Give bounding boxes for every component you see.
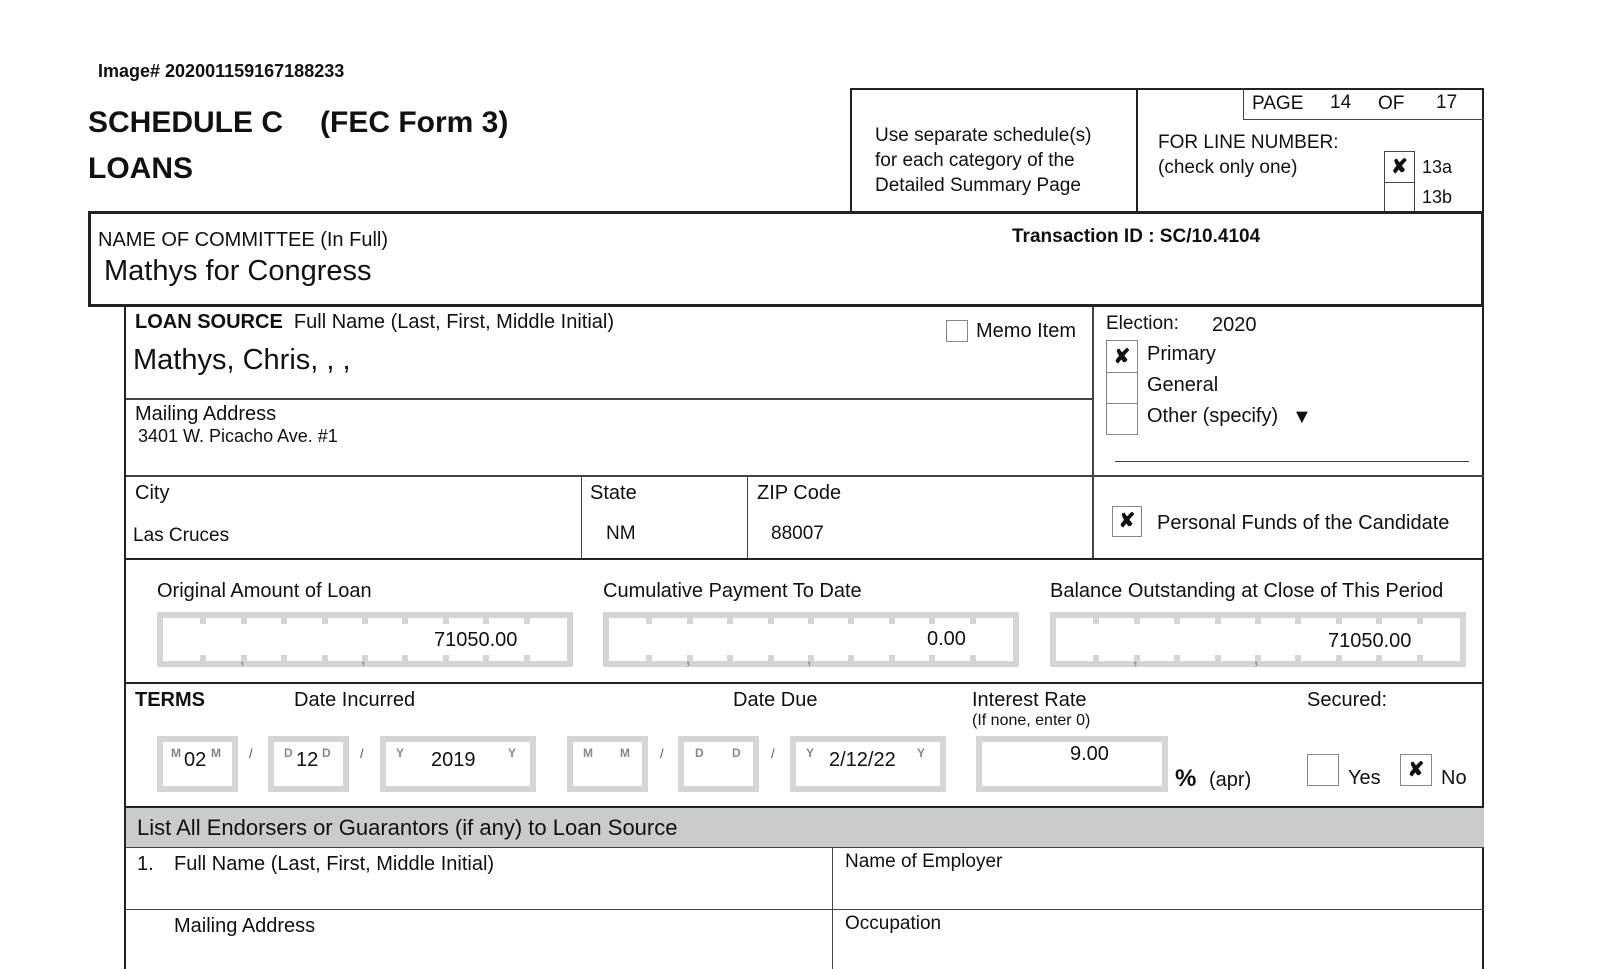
- other-specify-line[interactable]: [1115, 461, 1469, 462]
- divider: [126, 398, 1093, 400]
- state-label: State: [590, 482, 637, 504]
- digit-tick: [1417, 655, 1423, 661]
- other-checkbox[interactable]: [1106, 403, 1138, 435]
- form-subtitle: LOANS: [88, 152, 193, 185]
- day-hint: D: [695, 746, 704, 760]
- secured-yes-label: Yes: [1348, 767, 1381, 789]
- loan-source-sublabel: Full Name (Last, First, Middle Initial): [293, 311, 614, 333]
- digit-tick: [808, 618, 814, 624]
- digit-tick: [1215, 618, 1221, 624]
- comma-separator: ,: [361, 651, 366, 668]
- digit-tick: [1134, 618, 1140, 624]
- check-mark-icon: ✘: [1113, 346, 1131, 368]
- digit-tick: [200, 618, 206, 624]
- digit-tick: [1295, 655, 1301, 661]
- interest-rate-value: 9.00: [1070, 743, 1109, 765]
- digit-tick: [200, 655, 206, 661]
- apr-label: (apr): [1209, 769, 1252, 791]
- form-title: (FEC Form 3): [320, 106, 509, 139]
- digit-tick: [1215, 655, 1221, 661]
- year-hint: Y: [396, 746, 405, 760]
- personal-funds-checkbox[interactable]: [1112, 506, 1142, 537]
- digit-tick: [646, 618, 652, 624]
- month-hint: M: [583, 746, 593, 760]
- endorser-full-name-label: Full Name (Last, First, Middle Initial): [174, 853, 495, 875]
- digit-tick: [768, 655, 774, 661]
- digit-tick: [362, 618, 368, 624]
- page-label: PAGE: [1252, 93, 1304, 114]
- digit-tick: [646, 655, 652, 661]
- digit-tick: [848, 618, 854, 624]
- comma-separator: ,: [807, 651, 812, 668]
- other-label: Other (specify): [1147, 405, 1279, 427]
- date-incurred-year: 2019: [431, 749, 476, 771]
- comma-separator: ,: [240, 651, 245, 668]
- date-separator: /: [249, 746, 253, 761]
- election-year: 2020: [1212, 314, 1257, 336]
- month-hint: M: [620, 746, 630, 760]
- digit-tick: [1295, 618, 1301, 624]
- digit-tick: [889, 655, 895, 661]
- committee-name: Mathys for Congress: [104, 255, 372, 287]
- caret-down-icon: ▼: [1292, 406, 1312, 428]
- divider: [126, 682, 1484, 684]
- divider: [126, 475, 1484, 477]
- endorser-mailing-address-label: Mailing Address: [174, 915, 316, 937]
- mailing-address: 3401 W. Picacho Ave. #1: [138, 426, 338, 446]
- digit-tick: [322, 655, 328, 661]
- digit-tick: [1093, 618, 1099, 624]
- personal-funds-label: Personal Funds of the Candidate: [1157, 512, 1450, 534]
- instruction-text: [875, 123, 1092, 198]
- digit-tick: [524, 655, 530, 661]
- divider: [126, 909, 1484, 910]
- year-hint: Y: [917, 746, 926, 760]
- original-amount-value: 71050.00: [434, 629, 518, 651]
- check-mark-icon: ✘: [1118, 510, 1136, 532]
- terms-label: TERMS: [135, 689, 205, 711]
- date-incurred-label: Date Incurred: [294, 689, 416, 711]
- digit-tick: [970, 655, 976, 661]
- loan-source-label: [135, 311, 614, 334]
- endorser-occupation-label: Occupation: [845, 913, 942, 934]
- digit-tick: [241, 618, 247, 624]
- loan-source-bold: LOAN SOURCE: [135, 311, 283, 333]
- date-separator: /: [771, 746, 775, 761]
- committee-label: NAME OF COMMITTEE (In Full): [98, 229, 388, 251]
- date-incurred-day: 12: [296, 749, 319, 771]
- page-number: 14: [1330, 92, 1352, 113]
- day-hint: D: [284, 746, 293, 760]
- endorser-employer-label: Name of Employer: [845, 851, 1003, 872]
- divider: [1092, 307, 1094, 559]
- digit-tick: [727, 655, 733, 661]
- cumulative-payment-value: 0.00: [927, 628, 966, 650]
- date-separator: /: [360, 746, 364, 761]
- cumulative-payment-label: Cumulative Payment To Date: [603, 580, 862, 602]
- digit-tick: [727, 618, 733, 624]
- percent-symbol: %: [1175, 765, 1197, 792]
- secured-label: Secured:: [1307, 689, 1388, 711]
- interest-rate-hint: (If none, enter 0): [972, 712, 1091, 729]
- election-label: Election:: [1106, 313, 1179, 334]
- balance-outstanding-label: Balance Outstanding at Close of This Period: [1050, 580, 1444, 602]
- frame-left: [124, 307, 126, 969]
- original-amount-label: Original Amount of Loan: [157, 580, 372, 602]
- comma-separator: ,: [1254, 651, 1259, 668]
- digit-tick: [929, 655, 935, 661]
- digit-tick: [402, 618, 408, 624]
- primary-label: Primary: [1147, 343, 1216, 365]
- secured-yes-checkbox[interactable]: [1307, 754, 1339, 786]
- instruction-line: Detailed Summary Page: [875, 175, 1081, 196]
- digit-tick: [929, 618, 935, 624]
- date-separator: /: [660, 746, 664, 761]
- line-13a-label: 13a: [1422, 157, 1453, 177]
- primary-checkbox[interactable]: [1106, 340, 1138, 373]
- day-hint: D: [732, 746, 741, 760]
- date-due-month-field[interactable]: [567, 736, 648, 792]
- digit-tick: [1376, 618, 1382, 624]
- comma-separator: ,: [686, 651, 691, 668]
- interest-rate-label: Interest Rate: [972, 689, 1087, 711]
- digit-tick: [322, 618, 328, 624]
- day-hint: D: [322, 746, 331, 760]
- digit-tick: [848, 655, 854, 661]
- balance-outstanding-value: 71050.00: [1328, 630, 1412, 652]
- month-hint: M: [211, 746, 221, 760]
- digit-tick: [402, 655, 408, 661]
- of-label: OF: [1378, 93, 1405, 114]
- memo-item-label: Memo Item: [976, 320, 1077, 342]
- date-due-label: Date Due: [733, 689, 818, 711]
- digit-tick: [1417, 618, 1423, 624]
- digit-tick: [687, 618, 693, 624]
- city-label: City: [135, 482, 170, 504]
- line-number-label: FOR LINE NUMBER:: [1158, 132, 1339, 153]
- year-hint: Y: [806, 746, 815, 760]
- divider: [581, 477, 582, 559]
- instruction-line: Use separate schedule(s): [875, 125, 1092, 146]
- line-13a-checkbox[interactable]: [1384, 151, 1415, 183]
- endorser-item-number: 1.: [137, 853, 154, 875]
- image-number: Image# 202001159167188233: [98, 61, 345, 81]
- digit-tick: [281, 618, 287, 624]
- loan-source-name: Mathys, Chris, , ,: [133, 344, 351, 376]
- digit-tick: [970, 618, 976, 624]
- date-due-day-field[interactable]: [678, 736, 759, 792]
- endorsers-section-title: List All Endorsers or Guarantors (if any) to Loan Source: [137, 815, 678, 840]
- divider: [126, 558, 1484, 560]
- digit-tick: [768, 618, 774, 624]
- general-checkbox[interactable]: [1106, 372, 1138, 404]
- memo-item-checkbox[interactable]: [946, 320, 968, 342]
- digit-tick: [1174, 618, 1180, 624]
- state-value: NM: [606, 523, 636, 544]
- digit-tick: [1255, 618, 1261, 624]
- mailing-address-label: Mailing Address: [135, 403, 277, 425]
- secured-no-checkbox[interactable]: [1400, 754, 1432, 786]
- digit-tick: [1174, 655, 1180, 661]
- digit-tick: [524, 618, 530, 624]
- line-13b-label: 13b: [1422, 187, 1453, 207]
- general-label: General: [1147, 374, 1219, 396]
- total-pages: 17: [1436, 92, 1458, 113]
- divider: [126, 847, 1484, 848]
- digit-tick: [1336, 655, 1342, 661]
- transaction-id: Transaction ID : SC/10.4104: [1012, 226, 1261, 247]
- line-13b-checkbox[interactable]: [1384, 182, 1415, 212]
- digit-tick: [443, 655, 449, 661]
- digit-tick: [1093, 655, 1099, 661]
- check-mark-icon: ✘: [1407, 759, 1425, 781]
- digit-tick: [889, 618, 895, 624]
- divider: [1136, 88, 1138, 212]
- date-due-value: 2/12/22: [829, 749, 896, 771]
- digit-tick: [483, 618, 489, 624]
- comma-separator: ,: [1133, 651, 1138, 668]
- frame-right: [1482, 307, 1484, 969]
- date-incurred-month: 02: [184, 749, 207, 771]
- schedule-title: SCHEDULE C: [88, 106, 284, 139]
- instruction-line: for each category of the: [875, 150, 1075, 171]
- digit-tick: [1376, 655, 1382, 661]
- month-hint: M: [171, 746, 181, 760]
- digit-tick: [443, 618, 449, 624]
- secured-no-label: No: [1441, 767, 1467, 789]
- zip-label: ZIP Code: [757, 482, 842, 504]
- digit-tick: [281, 655, 287, 661]
- digit-tick: [1336, 618, 1342, 624]
- year-hint: Y: [508, 746, 517, 760]
- line-number-hint: (check only one): [1158, 157, 1298, 178]
- check-mark-icon: ✘: [1391, 156, 1408, 178]
- digit-tick: [483, 655, 489, 661]
- divider: [747, 477, 748, 559]
- zip-value: 88007: [771, 523, 824, 544]
- city-value: Las Cruces: [133, 525, 230, 546]
